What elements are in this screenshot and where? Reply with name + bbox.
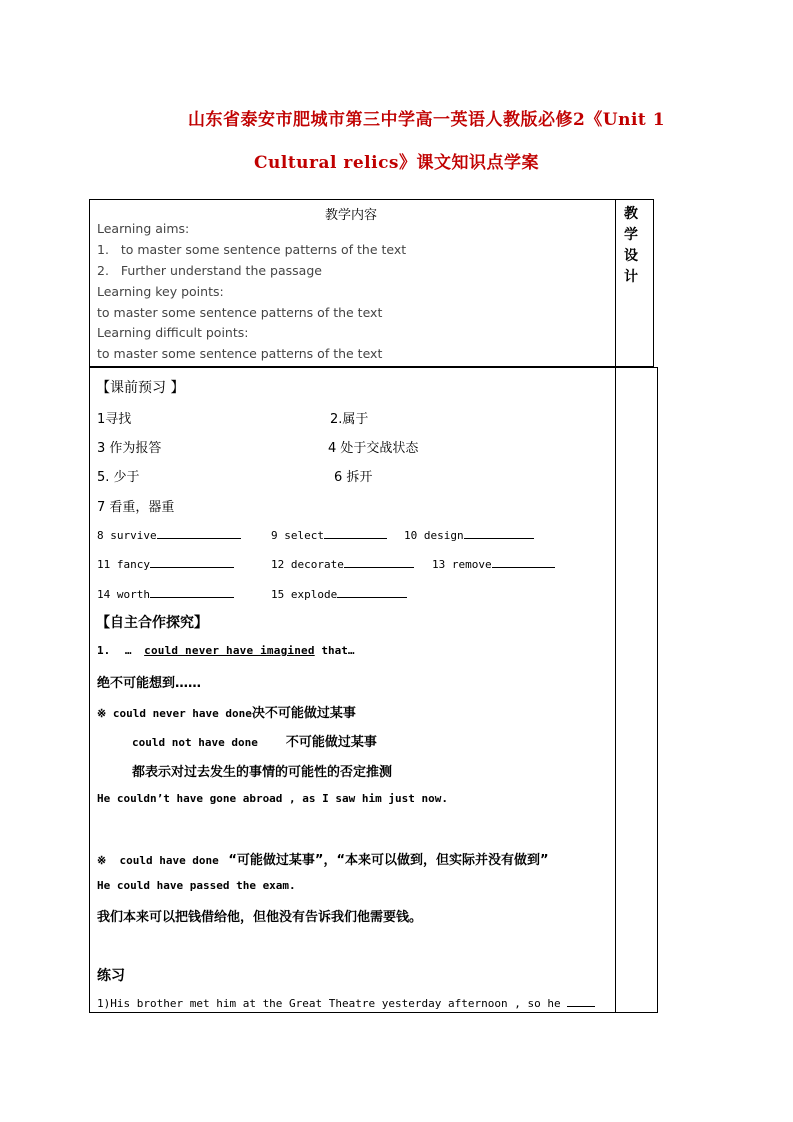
difficult-points-label: Learning difficult points: [97, 325, 249, 340]
preview-heading: 【课前预习 】 [96, 380, 185, 396]
fill-blank[interactable] [492, 557, 555, 568]
learning-aims-label: Learning aims: [97, 221, 190, 236]
practice-1-text: 1)His brother met him at the Great Theatre yesterday afternoon , so he [97, 997, 561, 1010]
preview-item: 4 处于交战状态 [328, 441, 419, 456]
note-2-cn: 不可能做过某事 [285, 735, 377, 750]
preview-item: 3 作为报答 [97, 441, 162, 456]
difficult-points-text: to master some sentence patterns of the text [97, 346, 383, 361]
blank-label: 14 worth [97, 588, 150, 601]
note-4 [97, 849, 549, 868]
blank-label: 10 design [404, 529, 464, 542]
phrase-suffix: that… [321, 644, 355, 657]
blank-item [97, 557, 234, 571]
blank-item [271, 528, 387, 542]
teaching-design-label [624, 204, 638, 288]
fill-blank[interactable] [337, 587, 407, 598]
fill-blank[interactable] [150, 557, 234, 568]
point-number: 1. [97, 644, 111, 657]
fill-blank[interactable] [150, 587, 234, 598]
fill-blank[interactable] [567, 996, 595, 1007]
blank-item [271, 587, 407, 601]
example-1: He couldn’t have gone abroad , as I saw him just now. [97, 792, 448, 805]
blank-label: 13 remove [432, 558, 492, 571]
preview-item: 6 拆开 [334, 470, 373, 485]
key-points-label: Learning key points: [97, 284, 224, 299]
document-title-line2: Cultural relics》课文知识点学案 [253, 153, 540, 173]
blank-item [97, 528, 241, 542]
blank-label: 8 survive [97, 529, 157, 542]
side-char: 计 [624, 269, 638, 285]
fill-blank[interactable] [157, 528, 241, 539]
aim-2: 2. Further understand the passage [97, 263, 322, 278]
example-3: 我们本来可以把钱借给他，但他没有告诉我们他需要钱。 [97, 910, 423, 925]
note-4-en: ※ could have done [97, 854, 219, 867]
main-table-divider [615, 367, 616, 1013]
blank-label: 12 decorate [271, 558, 344, 571]
practice-label: 练习 [97, 968, 125, 984]
note-3: 都表示对过去发生的事情的可能性的否定推测 [132, 765, 393, 780]
fill-blank[interactable] [324, 528, 387, 539]
teaching-content-header: 教学内容 [325, 208, 378, 223]
key-phrase: could never have imagined [144, 644, 315, 657]
preview-item: 5. 少于 [97, 470, 140, 485]
note-1-cn: 决不可能做过某事 [251, 706, 356, 721]
aim-1: 1. to master some sentence patterns of the text [97, 242, 407, 257]
note-4-cn: “可能做过某事”，“本来可以做到，但实际并没有做到” [228, 853, 549, 868]
blank-label: 15 explode [271, 588, 338, 601]
ellipsis: … [124, 644, 132, 657]
blank-item [97, 587, 234, 601]
explore-heading: 【自主合作探究】 [96, 615, 208, 631]
practice-1 [97, 996, 595, 1010]
fill-blank[interactable] [464, 528, 534, 539]
point-1 [97, 644, 354, 657]
preview-item: 1寻找 [97, 412, 132, 427]
note-2-en: could not have done [132, 736, 258, 749]
document-title-line1: 山东省泰安市肥城市第三中学高一英语人教版必修2《Unit 1 [187, 110, 666, 130]
preview-item: 7 看重，器重 [97, 500, 175, 515]
example-2: He could have passed the exam. [97, 879, 296, 892]
side-char: 学 [624, 227, 638, 243]
blank-item [271, 557, 414, 571]
side-char: 教 [624, 206, 638, 222]
blank-label: 9 select [271, 529, 324, 542]
fill-blank[interactable] [344, 557, 414, 568]
blank-item [404, 528, 534, 542]
side-char: 设 [624, 248, 638, 264]
note-1-en: ※ could never have done [97, 707, 252, 720]
blank-label: 11 fancy [97, 558, 150, 571]
preview-item: 2.属于 [330, 412, 369, 427]
key-points-text: to master some sentence patterns of the text [97, 305, 383, 320]
phrase-meaning: 绝不可能想到…… [97, 676, 202, 691]
note-1 [97, 702, 356, 721]
top-table-divider [615, 199, 616, 367]
note-2 [132, 731, 377, 750]
blank-item [432, 557, 555, 571]
